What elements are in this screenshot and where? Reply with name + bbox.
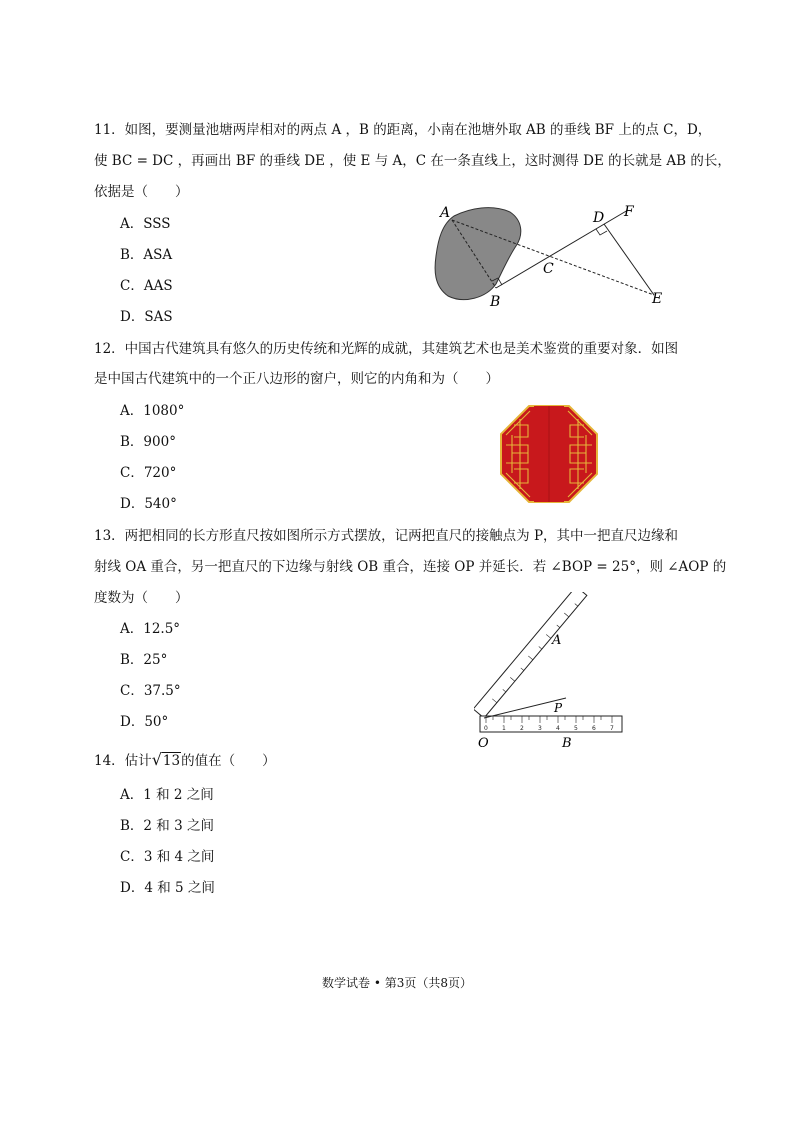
label-b13: B: [562, 736, 572, 751]
q13-line-2: 射线 OA 重合，另一把直尺的下边缘与射线 OB 重合，连接 OP 并延长．若 ∠BOP = 25°，则 ∠AOP 的: [94, 559, 727, 575]
q14-option-b[interactable]: B．2 和 3 之间: [120, 818, 214, 834]
ruler-ob: [480, 716, 622, 732]
label-e: E: [652, 291, 663, 307]
tick-2: 2: [520, 725, 524, 732]
q11-line-2: 使 BC = DC ，再画出 BF 的垂线 DE ，使 E 与 A，C 在一条直线上，这时测得 DE 的长就是 AB 的长，: [94, 153, 731, 169]
q13-line-1: 13．两把相同的长方形直尺按如图所示方式摆放，记两把直尺的接触点为 P，其中一把直尺边缘和: [94, 528, 679, 544]
q12-option-c[interactable]: C．720°: [120, 465, 177, 481]
q11-option-b[interactable]: B．ASA: [120, 247, 173, 263]
q12-option-b[interactable]: B．900°: [120, 434, 176, 450]
page-footer: 数学试卷 • 第3页（共8页）: [322, 976, 472, 990]
ruler-oa: [474, 592, 587, 718]
q12-line-1: 12．中国古代建筑具有悠久的历史传统和光辉的成就，其建筑艺术也是美术鉴赏的重要对象．如图: [94, 341, 679, 357]
q14-suffix: 的值在（ ）: [181, 753, 276, 769]
q11-line-1: 11．如图，要测量池塘两岸相对的两点 A ，B 的距离，小南在池塘外取 AB 的垂线 BF 上的点 C，D，: [94, 122, 712, 138]
label-o: O: [478, 736, 489, 751]
label-a: A: [440, 205, 451, 221]
q14-prefix: 14．估计: [94, 753, 152, 769]
label-a13: A: [552, 633, 562, 648]
tick-3: 3: [538, 725, 542, 732]
q12-line-2: 是中国古代建筑中的一个正八边形的窗户，则它的内角和为（ ）: [94, 371, 499, 387]
tick-0: 0: [484, 725, 488, 732]
tick-7: 7: [610, 725, 614, 732]
q13-option-d[interactable]: D．50°: [120, 714, 169, 730]
q13-option-b[interactable]: B．25°: [120, 652, 168, 668]
q13-line-3: 度数为（ ）: [94, 590, 189, 606]
q11-pond-figure: [430, 200, 670, 315]
tick-4: 4: [556, 725, 560, 732]
pond-shape: [435, 208, 521, 300]
q11-option-a[interactable]: A．SSS: [120, 216, 171, 232]
q14-option-c[interactable]: C．3 和 4 之间: [120, 849, 215, 865]
tick-6: 6: [592, 725, 596, 732]
label-p: P: [554, 701, 563, 715]
segment-de: [604, 224, 654, 295]
q11-option-c[interactable]: C．AAS: [120, 278, 173, 294]
q14-option-d[interactable]: D．4 和 5 之间: [120, 880, 215, 896]
q13-option-a[interactable]: A．12.5°: [120, 621, 181, 637]
q12-option-d[interactable]: D．540°: [120, 496, 177, 512]
q12-option-a[interactable]: A．1080°: [120, 403, 185, 419]
right-angle-d: [596, 229, 607, 235]
tick-1: 1: [502, 725, 506, 732]
label-f: F: [624, 204, 634, 220]
q14-stem: [94, 751, 276, 770]
label-d: D: [593, 210, 605, 226]
tick-5: 5: [574, 725, 578, 732]
rulers-figure: [474, 592, 634, 752]
sqrt-symbol-icon: √: [151, 750, 162, 769]
q14-radicand: 13: [162, 753, 181, 769]
label-b: B: [490, 294, 501, 310]
q13-option-c[interactable]: C．37.5°: [120, 683, 181, 699]
q11-line-3: 依据是（ ）: [94, 184, 189, 200]
q11-option-d[interactable]: D．SAS: [120, 309, 173, 325]
q14-option-a[interactable]: A．1 和 2 之间: [120, 787, 214, 803]
octagon-window-figure: [500, 405, 598, 503]
label-c: C: [543, 261, 554, 277]
